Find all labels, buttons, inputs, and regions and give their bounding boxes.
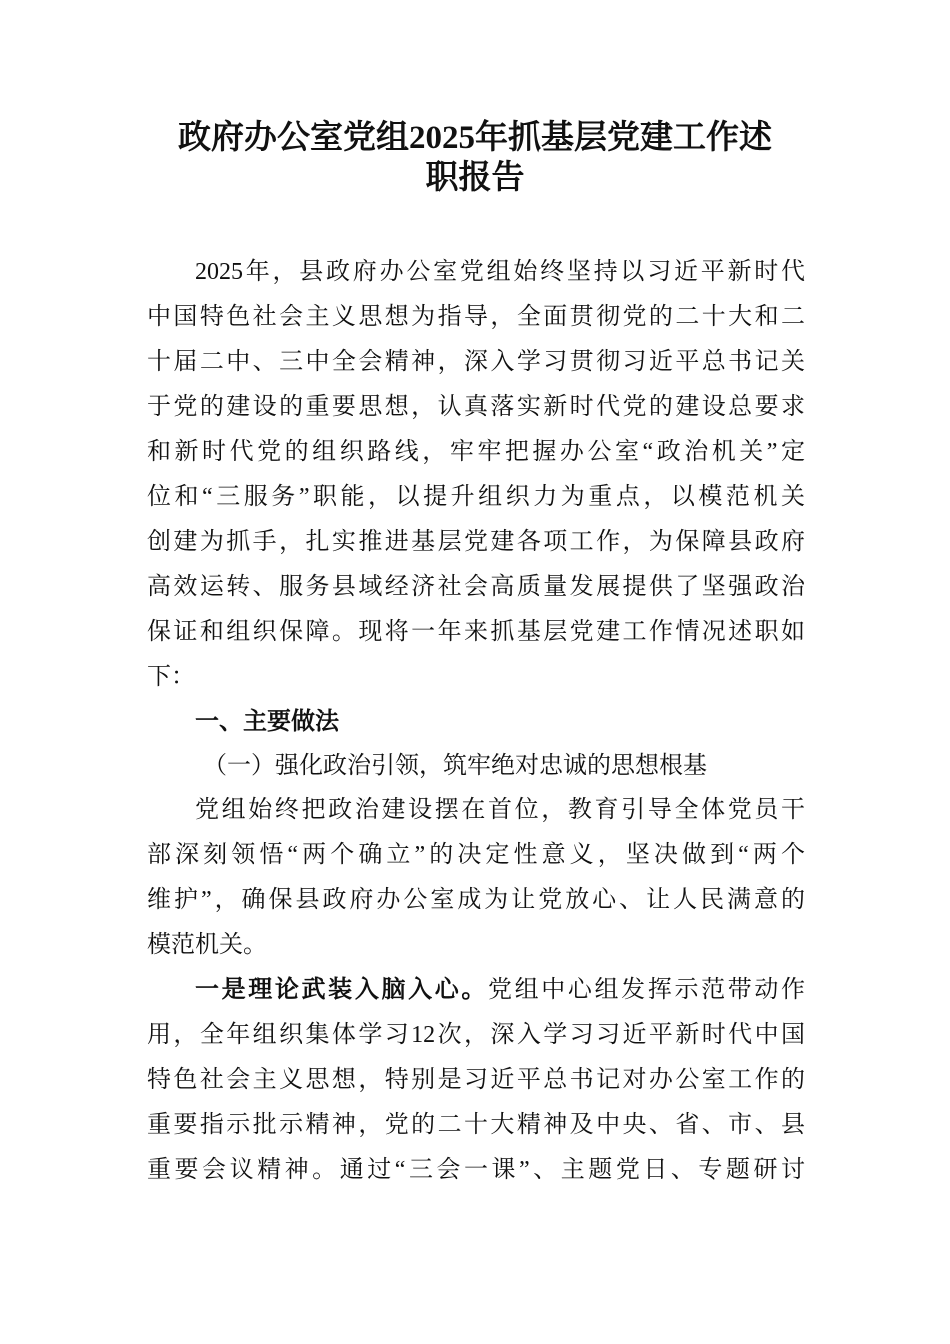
paragraph-line: 重要会议精神。通过“三会一课”、主题党日、专题研讨 bbox=[147, 1157, 805, 1183]
intro-paragraph bbox=[147, 250, 805, 700]
paragraph-line: 十届二中、三中全会精神，深入学习贯彻习近平总书记关 bbox=[147, 349, 805, 375]
document-title-line-2: 职报告 bbox=[425, 160, 525, 196]
paragraph-line: 于党的建设的重要思想，认真落实新时代党的建设总要求 bbox=[147, 394, 805, 420]
paragraph-line: 党组始终把政治建设摆在首位，教育引导全体党员干 bbox=[195, 797, 805, 823]
section-heading: 一、主要做法 bbox=[195, 709, 339, 735]
paragraph-line: 重要指示批示精神，党的二十大精神及中央、省、市、县 bbox=[147, 1112, 805, 1138]
paragraph-line: 用，全年组织集体学习12次，深入学习习近平新时代中国 bbox=[147, 1022, 805, 1048]
paragraph-line: 位和“三服务”职能，以提升组织力为重点，以模范机关 bbox=[147, 484, 805, 510]
paragraph-line: 2025年，县政府办公室党组始终坚持以习近平新时代 bbox=[195, 259, 805, 285]
paragraph-political-building bbox=[147, 788, 805, 968]
paragraph-line: 部深刻领悟“两个确立”的决定性意义，坚决做到“两个 bbox=[147, 842, 805, 868]
document-title-line-1: 政府办公室党组2025年抓基层党建工作述 bbox=[178, 120, 772, 156]
paragraph-line: 维护”，确保县政府办公室成为让党放心、让人民满意的 bbox=[147, 887, 805, 913]
paragraph-line: 和新时代党的组织路线，牢牢把握办公室“政治机关”定 bbox=[147, 439, 805, 465]
bold-lead-text: 一是理论武装入脑入心。 bbox=[195, 977, 488, 1003]
paragraph-line bbox=[147, 968, 805, 1013]
document-body bbox=[147, 250, 805, 1193]
subsection-heading: （一）强化政治引领，筑牢绝对忠诚的思想根基 bbox=[203, 753, 707, 779]
paragraph-theory-study bbox=[147, 968, 805, 1193]
paragraph-line: 模范机关。 bbox=[147, 932, 267, 958]
paragraph-line: 特色社会主义思想，特别是习近平总书记对办公室工作的 bbox=[147, 1067, 805, 1093]
paragraph-line: 中国特色社会主义思想为指导，全面贯彻党的二十大和二 bbox=[147, 304, 805, 330]
lead-rest-text: 党组中心组发挥示范带动作 bbox=[488, 977, 805, 1003]
paragraph-line: 保证和组织保障。现将一年来抓基层党建工作情况述职如 bbox=[147, 619, 805, 645]
paragraph-line: 下： bbox=[147, 664, 195, 690]
paragraph-line: 创建为抓手，扎实推进基层党建各项工作，为保障县政府 bbox=[147, 529, 805, 555]
paragraph-line: 高效运转、服务县域经济社会高质量发展提供了坚强政治 bbox=[147, 574, 805, 600]
